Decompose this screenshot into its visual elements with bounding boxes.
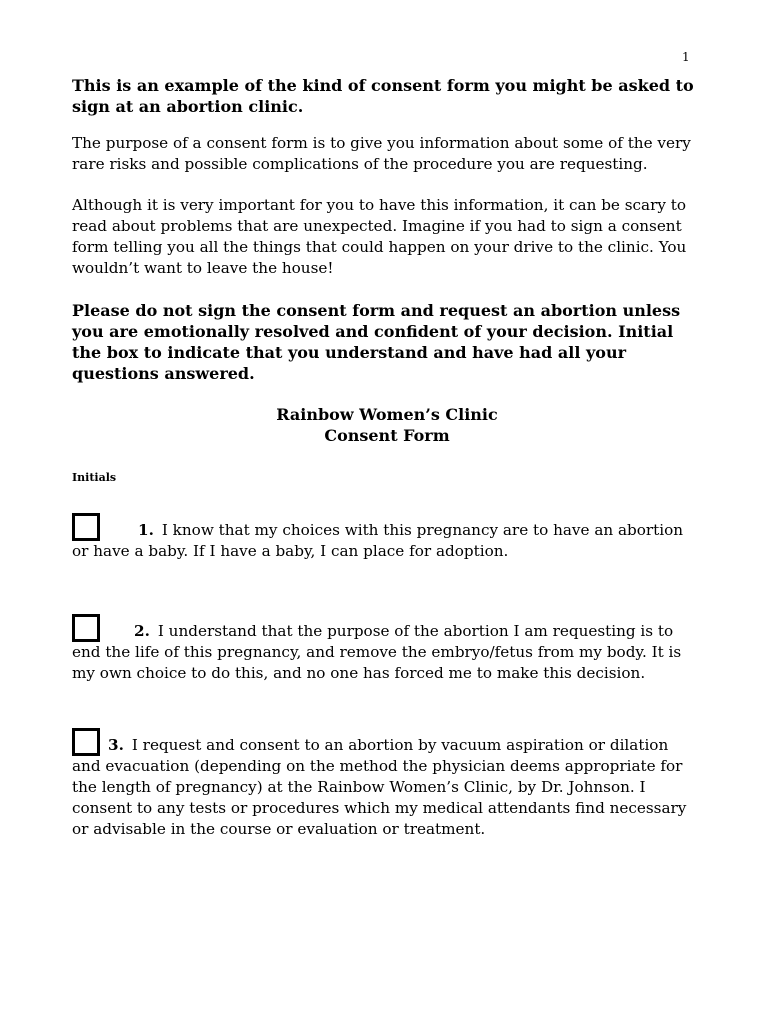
form-title-block	[72, 404, 702, 446]
consent-item-text-rest: end the life of this pregnancy, and remove the embryo/fetus from my body. It is my own choice to do this, and no one has forced me to make this decision.	[72, 643, 682, 682]
consent-item-text-start: I know that my choices with this pregnancy are to have an abortion	[161, 521, 684, 539]
consent-item-1	[72, 507, 702, 562]
clinic-name: Rainbow Women’s Clinic	[276, 405, 498, 424]
initials-checkbox-3[interactable]	[72, 728, 100, 756]
form-title: Consent Form	[324, 426, 450, 445]
consent-item-2	[72, 608, 702, 684]
intro-paragraph-reassurance: Although it is very important for you to have this information, it can be scary to read about problems that are unexpected. Imagine if you had to sign a consent form telling you all the things that could happen on your drive to the clinic. You wouldn’t want to leave the house!	[72, 196, 687, 277]
consent-item-text-start: I request and consent to an abortion by vacuum aspiration or dilation	[131, 736, 669, 754]
consent-item-3	[72, 722, 702, 840]
consent-item-number: 1.	[138, 521, 154, 539]
initials-checkbox-1[interactable]	[72, 513, 100, 541]
intro-heading: This is an example of the kind of consent form you might be asked to sign at an abortion clinic.	[72, 76, 694, 116]
initials-checkbox-2[interactable]	[72, 614, 100, 642]
intro-paragraph-purpose: The purpose of a consent form is to give you information about some of the very rare risks and possible complications of the procedure you are requesting.	[72, 134, 691, 173]
consent-item-first-line	[72, 608, 702, 642]
consent-item-number: 2.	[134, 622, 150, 640]
consent-item-text-start: I understand that the purpose of the abortion I am requesting is to	[157, 622, 674, 640]
consent-item-first-line	[72, 507, 702, 541]
intro-warning: Please do not sign the consent form and request an abortion unless you are emotionally resolved and confident of your decision. Initial the box to indicate that you understand and have had all your questions answered.	[72, 301, 681, 383]
document-body	[72, 75, 702, 840]
consent-item-first-line	[72, 722, 702, 756]
consent-item-text-rest: or have a baby. If I have a baby, I can place for adoption.	[72, 542, 509, 560]
consent-item-text-rest: and evacuation (depending on the method the physician deems appropriate for the length of pregnancy) at the Rainbow Women’s Clinic, by Dr. Johnson. I consent to any tests or procedures which my medical attendants find necessary or advisable in the course or evaluation or treatment.	[72, 757, 687, 838]
consent-item-number: 3.	[108, 736, 124, 754]
initials-label: Initials	[72, 471, 117, 484]
page-number: 1	[682, 50, 690, 64]
